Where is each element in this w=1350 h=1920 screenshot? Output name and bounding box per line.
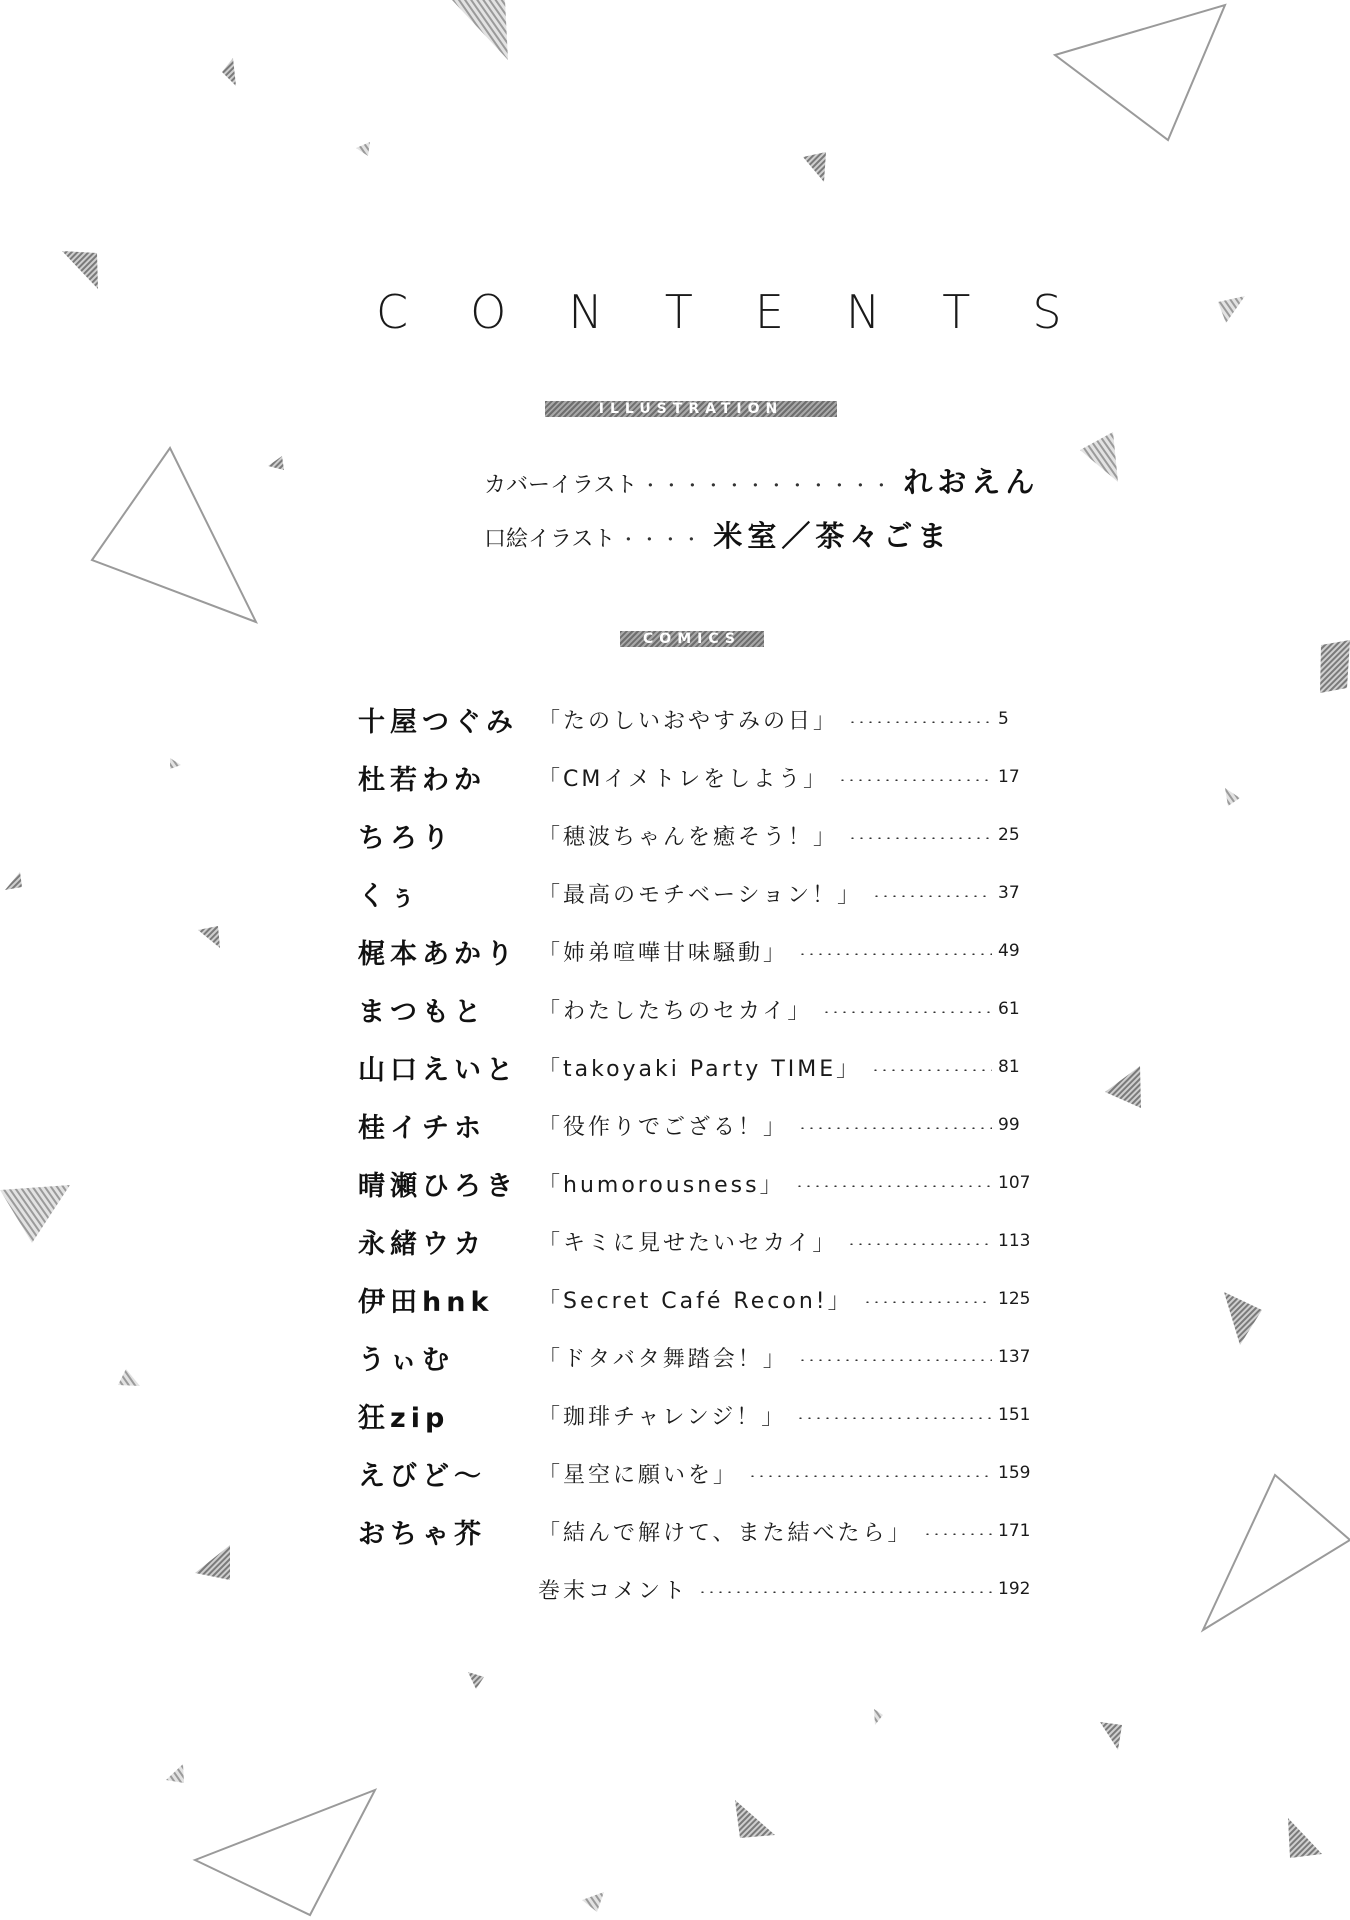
toc-page-number: 171: [998, 1521, 1031, 1541]
toc-title: 「Secret Café Recon!」: [538, 1288, 853, 1314]
toc-page-number: 137: [998, 1347, 1031, 1367]
toc-entry[interactable]: [358, 922, 1038, 980]
toc-leader-dots: [871, 1069, 992, 1071]
toc-title: 「humorousness」: [538, 1172, 785, 1198]
illustration-credit-label: カバーイラスト: [484, 473, 638, 498]
toc-title: 「役作りでござる！」: [538, 1114, 789, 1140]
toc-author: うぃむ: [358, 1344, 454, 1376]
toc-entry[interactable]: [358, 1386, 1038, 1444]
toc-author: 永緒ウカ: [358, 1228, 486, 1260]
toc-page-number: 113: [998, 1231, 1031, 1251]
toc-entry[interactable]: [358, 1560, 1038, 1618]
toc-page-number: 17: [998, 767, 1020, 787]
toc-title: 「キミに見せたいセカイ」: [538, 1230, 838, 1256]
toc-entry[interactable]: [358, 1154, 1038, 1212]
leader-dots: ・・・・・・・・・・・・: [641, 476, 894, 497]
toc-entry[interactable]: [358, 1212, 1038, 1270]
toc-author: 山口えいと: [358, 1054, 518, 1086]
toc-leader-dots: [848, 837, 992, 839]
toc-author: 狂zip: [358, 1402, 450, 1434]
toc-entry[interactable]: [358, 748, 1038, 806]
toc-page-number: 159: [998, 1463, 1031, 1483]
toc-leader-dots: [872, 895, 992, 897]
toc-author: 杜若わか: [358, 764, 486, 796]
toc-title: 「たのしいおやすみの日」: [538, 708, 839, 734]
toc-leader-dots: [848, 721, 992, 723]
toc-page-number: 151: [998, 1405, 1031, 1425]
toc-author: 十屋つぐみ: [358, 706, 518, 738]
toc-title: 「わたしたちのセカイ」: [538, 998, 813, 1024]
toc-leader-dots: [698, 1591, 992, 1593]
toc-entry[interactable]: [358, 806, 1038, 864]
toc-title: 「穂波ちゃんを癒そう！」: [538, 824, 839, 850]
toc-leader-dots: [748, 1475, 992, 1477]
toc-title: 巻末コメント: [538, 1578, 689, 1604]
toc-page-number: 25: [998, 825, 1020, 845]
toc-page-number: 49: [998, 941, 1020, 961]
toc-title: 「姉弟喧嘩甘味騒動」: [538, 940, 789, 966]
toc-page-number: 192: [998, 1579, 1031, 1599]
toc-entry[interactable]: [358, 690, 1038, 748]
illustration-section-tag: ILLUSTRATION: [545, 401, 837, 417]
toc-author: おちゃ芥: [358, 1518, 486, 1550]
toc-page-number: 81: [998, 1057, 1020, 1077]
toc-page-number: 125: [998, 1289, 1031, 1309]
toc-author: くぅ: [358, 880, 422, 912]
toc-leader-dots: [822, 1011, 992, 1013]
toc-author: 梶本あかり: [358, 938, 518, 970]
toc-author: えびど～: [358, 1460, 486, 1492]
toc-title: 「最高のモチベーション！」: [538, 882, 863, 908]
toc-title: 「takoyaki Party TIME」: [538, 1056, 862, 1082]
toc-author: 桂イチホ: [358, 1112, 486, 1144]
toc-entry[interactable]: [358, 1270, 1038, 1328]
comics-section-tag: COMICS: [620, 631, 764, 647]
toc-leader-dots: [923, 1533, 992, 1535]
toc-leader-dots: [798, 1127, 992, 1129]
toc-page-number: 5: [998, 709, 1009, 729]
illustration-credit: [484, 514, 951, 555]
toc-title: 「結んで解けて、また結べたら」: [538, 1520, 913, 1546]
toc-entry[interactable]: [358, 1444, 1038, 1502]
illustration-credit-artist: れおえん: [903, 465, 1040, 499]
toc-title: 「珈琲チャレンジ！」: [538, 1404, 787, 1430]
toc-title: 「星空に願いを」: [538, 1462, 739, 1488]
toc-author: 伊田hnk: [358, 1286, 494, 1318]
leader-dots: ・・・・: [619, 530, 704, 551]
illustration-credit-artist: 米室／茶々ごま: [713, 519, 952, 553]
toc-page-number: 37: [998, 883, 1020, 903]
toc-leader-dots: [798, 953, 992, 955]
toc-leader-dots: [795, 1185, 992, 1187]
illustration-credit: [484, 460, 1039, 501]
toc-leader-dots: [847, 1243, 992, 1245]
toc-page-number: 99: [998, 1115, 1020, 1135]
toc-title: 「ドタバタ舞踏会！」: [538, 1346, 788, 1372]
toc-leader-dots: [863, 1301, 992, 1303]
toc-entry[interactable]: [358, 864, 1038, 922]
toc-entry[interactable]: [358, 1038, 1038, 1096]
toc-author: 晴瀬ひろき: [358, 1170, 518, 1202]
toc-page-number: 107: [998, 1173, 1031, 1193]
toc-author: まつもと: [358, 996, 486, 1028]
toc-leader-dots: [798, 1359, 992, 1361]
illustration-credit-label: 口絵イラスト: [484, 527, 616, 552]
toc-entry[interactable]: [358, 1096, 1038, 1154]
toc-entry[interactable]: [358, 1328, 1038, 1386]
toc-entry[interactable]: [358, 1502, 1038, 1560]
toc-entry[interactable]: [358, 980, 1038, 1038]
toc-leader-dots: [838, 779, 992, 781]
toc-author: ちろり: [358, 822, 454, 854]
toc-title: 「CMイメトレをしよう」: [538, 766, 829, 792]
toc-page-number: 61: [998, 999, 1020, 1019]
page-title: CONTENTS: [376, 285, 1124, 339]
toc-leader-dots: [796, 1417, 992, 1419]
